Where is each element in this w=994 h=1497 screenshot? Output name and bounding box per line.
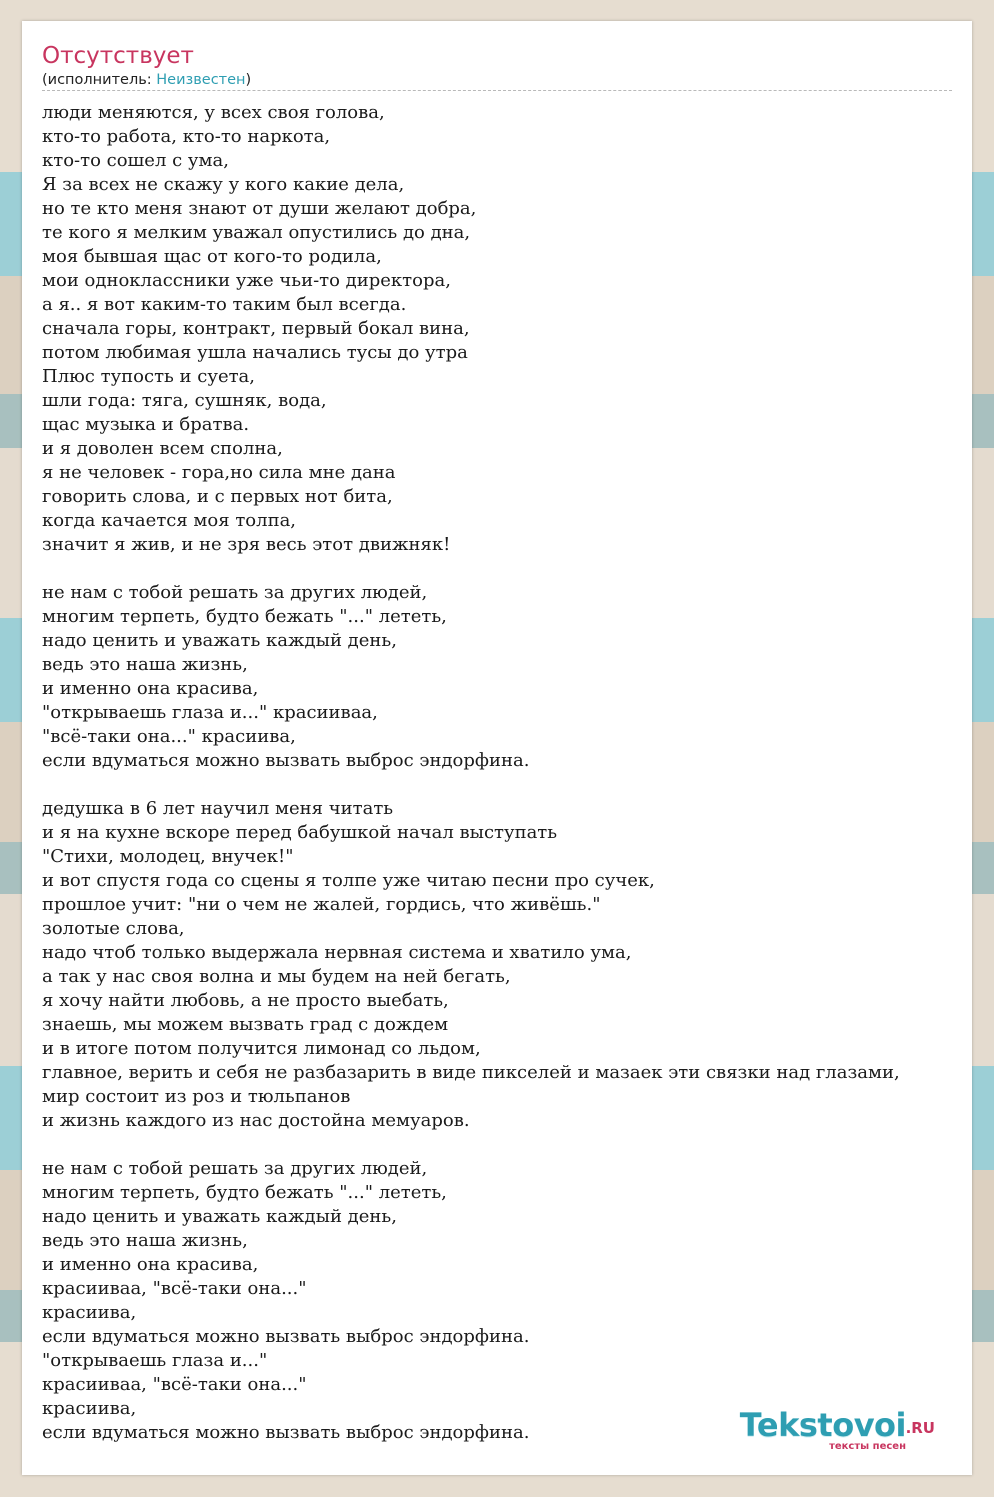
lyric-line: "всё-таки она..." красиива, — [42, 726, 296, 747]
lyric-line: те кого я мелким уважал опустились до дна, — [42, 222, 471, 243]
lyric-line: Плюс тупость и суета, — [42, 366, 256, 387]
lyric-line: надо ценить и уважать каждый день, — [42, 630, 397, 651]
lyric-line: сначала горы, контракт, первый бокал вина, — [42, 318, 470, 339]
lyric-line: кто-то сошел с ума, — [42, 150, 229, 171]
lyric-line: а так у нас своя волна и мы будем на ней бегать, — [42, 966, 511, 987]
lyrics-text — [42, 101, 900, 1445]
lyric-line: если вдуматься можно вызвать выброс эндорфина. — [42, 1422, 530, 1443]
lyric-line: "Стихи, молодец, внучек!" — [42, 846, 294, 867]
lyric-line: и вот спустя года со сцены я толпе уже читаю песни про сучек, — [42, 870, 655, 891]
lyric-blank-line — [42, 773, 900, 797]
lyric-line: щас музыка и братва. — [42, 414, 250, 435]
lyric-line: не нам с тобой решать за других людей, — [42, 1158, 428, 1179]
logo-tagline: тексты песен — [829, 1441, 906, 1452]
lyric-line: прошлое учит: "ни о чем не жалей, гордись, что живёшь." — [42, 894, 601, 915]
lyric-line: красииваа, "всё-таки она..." — [42, 1278, 307, 1299]
artist-line — [42, 71, 952, 89]
lyric-line: знаешь, мы можем вызвать град с дождем — [42, 1014, 449, 1035]
lyric-line: я не человек - гора,но сила мне дана — [42, 462, 396, 483]
lyric-blank-line — [42, 557, 900, 581]
lyric-line: но те кто меня знают от души желают добра, — [42, 198, 477, 219]
lyric-line: а я.. я вот каким-то таким был всегда. — [42, 294, 407, 315]
lyrics-card — [22, 21, 972, 1475]
lyric-line: шли года: тяга, сушняк, вода, — [42, 390, 327, 411]
lyric-line: потом любимая ушла начались тусы до утра — [42, 342, 468, 363]
lyric-line: многим терпеть, будто бежать "..." лететь, — [42, 606, 447, 627]
lyric-line: дедушка в 6 лет научил меня читать — [42, 798, 394, 819]
artist-suffix: ) — [245, 72, 252, 88]
lyric-line: и в итоге потом получится лимонад со льдом, — [42, 1038, 481, 1059]
lyric-line: красииваа, "всё-таки она..." — [42, 1374, 307, 1395]
lyric-line: золотые слова, — [42, 918, 185, 939]
lyric-line: я хочу найти любовь, а не просто выебать, — [42, 990, 449, 1011]
artist-link[interactable]: Неизвестен — [156, 72, 246, 88]
lyric-line: "открываешь глаза и..." красииваа, — [42, 702, 378, 723]
song-header — [42, 41, 952, 91]
lyric-line: и жизнь каждого из нас достойна мемуаров. — [42, 1110, 470, 1131]
lyric-line: не нам с тобой решать за других людей, — [42, 582, 428, 603]
lyric-line: красиива, — [42, 1398, 137, 1419]
lyric-line: мои одноклассники уже чьи-то директора, — [42, 270, 451, 291]
lyric-line: красиива, — [42, 1302, 137, 1323]
lyric-line: когда качается моя толпа, — [42, 510, 297, 531]
lyric-line: моя бывшая щас от кого-то родила, — [42, 246, 382, 267]
lyric-line: и я на кухне вскоре перед бабушкой начал выступать — [42, 822, 558, 843]
lyric-line: Я за всех не скажу у кого какие дела, — [42, 174, 405, 195]
lyric-line: значит я жив, и не зря весь этот движняк! — [42, 534, 451, 555]
site-logo[interactable] — [712, 1397, 942, 1453]
lyric-line: главное, верить и себя не разбазарить в виде пикселей и мазаек эти связки над глазами, — [42, 1062, 900, 1083]
lyric-line: и я доволен всем сполна, — [42, 438, 283, 459]
lyric-line: если вдуматься можно вызвать выброс эндорфина. — [42, 1326, 530, 1347]
lyric-line: надо ценить и уважать каждый день, — [42, 1206, 397, 1227]
lyric-blank-line — [42, 1133, 900, 1157]
artist-prefix: (исполнитель: — [42, 72, 157, 88]
lyric-line: люди меняются, у всех своя голова, — [42, 102, 385, 123]
lyric-line: если вдуматься можно вызвать выброс эндорфина. — [42, 750, 530, 771]
lyric-line: ведь это наша жизнь, — [42, 1230, 248, 1251]
logo-wordmark: Tekstovoi — [739, 1406, 906, 1444]
lyric-line: и именно она красива, — [42, 1254, 259, 1275]
lyric-line: ведь это наша жизнь, — [42, 654, 248, 675]
logo-tld: .RU — [905, 1419, 935, 1437]
lyric-line: говорить слова, и с первых нот бита, — [42, 486, 393, 507]
lyric-line: многим терпеть, будто бежать "..." лететь, — [42, 1182, 447, 1203]
song-title: Отсутствует — [42, 43, 194, 69]
lyric-line: и именно она красива, — [42, 678, 259, 699]
lyric-line: "открываешь глаза и..." — [42, 1350, 268, 1371]
lyric-line: кто-то работа, кто-то наркота, — [42, 126, 331, 147]
lyric-line: надо чтоб только выдержала нервная система и хватило ума, — [42, 942, 632, 963]
lyric-line: мир состоит из роз и тюльпанов — [42, 1086, 351, 1107]
